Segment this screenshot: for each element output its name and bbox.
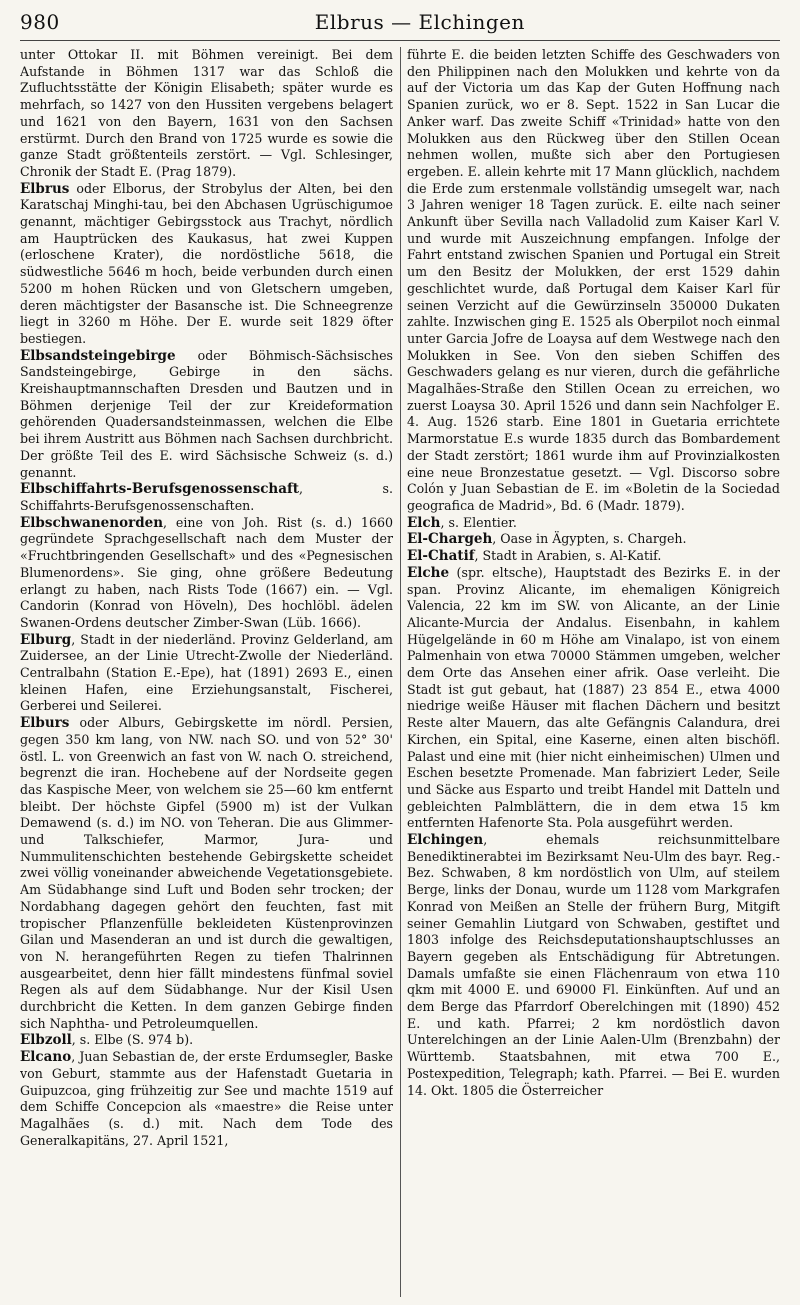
headword: Elcano [20, 1049, 72, 1066]
article-entry [20, 348, 393, 482]
article-entry [407, 832, 780, 1099]
page-header [20, 10, 780, 41]
page-number: 980 [20, 10, 60, 34]
article-entry [20, 632, 393, 716]
entry-text: , ehemals reichsunmittelbare Benediktinerabtei im Bezirksamt Neu-Ulm des bayr. Reg.-Bez. Schwaben, 8 km nordöstlich von Ulm, auf steilem Berge, links der Donau, wurde um 1128 vom Markgrafen Konrad von Meißen an Stelle der frühern Burg, Mitgift seiner Gemahlin Liutgard von Schwaben, gestiftet und 1803 infolge des Reichsdeputationshauptschlusses an Bayern gegeben als Entschädigung für Abtretungen. Damals umfaßte sie einen Flächenraum von etwa 110 qkm mit 4000 E. und 69000 Fl. Einkünften. Auf und an dem Berge das Pfarrdorf Oberelchingen mit (1890) 452 E. und kath. Pfarrei; 2 km nordöstlich davon Unterelchingen an der Linie Aalen-Ulm (Brenzbahn) der Württemb. Staatsbahnen, mit etwa 700 E., Postexpedition, Telegraph; kath. Pfarrei. — Bei E. wurden 14. Okt. 1805 die Österreicher [407, 832, 780, 1098]
left-column [20, 47, 393, 1297]
entry-text: , Stadt in der niederländ. Provinz Gelderland, am Zuidersee, an der Linie Utrecht-Zwolle der Niederländ. Centralbahn (Station E.-Epe), hat (1891) 2693 E., einen kleinen Hafen, eine Erziehungsanstalt, Fischerei, Gerberei und Seilerei. [20, 631, 393, 714]
headword: El-Chargeh [407, 531, 493, 548]
entry-text: oder Böhmisch-Sächsisches Sandsteingebirge, Gebirge in den sächs. Kreishauptmannschaften Dresden und Bautzen und in Böhmen derjenige Teil der zur Kreideformation gehörenden Quadersandsteinmassen, welchen die Elbe bei ihrem Austritt aus Böhmen nach Sachsen durchbricht. Der größte Teil des E. wird Sächsische Schweiz (s. d.) genannt. [20, 347, 393, 480]
entry-text: unter Ottokar II. mit Böhmen vereinigt. Bei dem Aufstande in Böhmen 1317 war das Schloß die Zufluchtsstätte der Königin Elisabeth; später wurde es mehrfach, so 1427 von den Hussiten vergebens belagert und 1621 von den Bayern, 1631 von den Sachsen erstürmt. Durch den Brand von 1725 wurde es sowie die ganze Stadt größtenteils zerstört. — Vgl. Schlesinger, Chronik der Stadt E. (Prag 1879). [20, 47, 393, 179]
headword: Elbschiffahrts-Berufsgenossenschaft [20, 481, 300, 498]
headword: El-Chatif [407, 548, 475, 565]
entry-text: , Juan Sebastian de, der erste Erdumsegler, Baske von Geburt, stammte aus der Hafenstadt Guetaria in Guipuzcoa, ging frühzeitig zur See und machte 1519 auf dem Schiffe Concepcion als «maestre» die Reise unter Magalhães (s. d.) mit. Nach dem Tode des Generalkapitäns, 27. April 1521, [20, 1049, 393, 1148]
article-entry [407, 565, 780, 832]
running-title: Elbrus — Elchingen [314, 10, 525, 34]
article-entry [20, 715, 393, 1032]
article-entry [407, 548, 780, 565]
headword: Elchingen [407, 832, 484, 849]
headword: Elbrus [20, 180, 70, 197]
article-entry [20, 1049, 393, 1149]
entry-text: , Oase in Ägypten, s. Chargeh. [492, 531, 687, 547]
article-entry [407, 47, 780, 515]
headword: Elche [407, 564, 450, 581]
headword: Elburg [20, 631, 72, 648]
entry-text: , eine von Joh. Rist (s. d.) 1660 gegründete Sprachgesellschaft nach dem Muster der «Fruchtbringenden Gesellschaft» und des «Pegnesischen Blumenordens». Sie ging, ohne größere Bedeutung erlangt zu haben, nach Rists Tode (1667) ein. — Vgl. Candorin (Konrad von Höveln), Des hochlöbl. ädelen Swanen-Ordens deutscher Zimber-Swan (Lüb. 1666). [20, 514, 393, 630]
entry-text: , s. Elbe (S. 974 b). [71, 1032, 194, 1048]
text-columns [20, 47, 780, 1297]
entry-text: , s. Elentier. [440, 514, 517, 530]
entry-text: , s. Schiffahrts-Berufsgenossenschaften. [20, 481, 393, 513]
article-entry [20, 1032, 393, 1049]
column-divider [400, 47, 401, 1297]
headword: Elch [407, 514, 441, 531]
article-entry [20, 515, 393, 632]
right-column [407, 47, 780, 1297]
article-entry [407, 515, 780, 532]
headword: Elburs [20, 715, 70, 732]
headword: Elbsandsteingebirge [20, 347, 176, 364]
headword: Elbzoll [20, 1032, 72, 1049]
entry-text: (spr. eltsche), Hauptstadt des Bezirks E. in der span. Provinz Alicante, im ehemaligen Königreich Valencia, 22 km im SW. von Alicante, an der Linie Alicante-Murcia der Andalus. Eisenbahn, in kahlem Hügelgelände in 60 m Höhe am Vinalapo, ist von einem Palmenhain von etwa 70000 Stämmen umgeben, welcher dem Orte das Ansehen einer afrik. Oase verleiht. Die Stadt ist gut gebaut, hat (1887) 23 854 E., etwa 4000 niedrige weiße Häuser mit flachen Dächern und besitzt Reste alter Mauern, das alte Gefängnis Calandura, drei Kirchen, ein Spital, eine Kaserne, einen alten bischöfl. Palast und eine mit (hier nicht einheimischen) Ulmen und Eschen besetzte Promenade. Man fabriziert Leder, Seile und Säcke aus Esparto und treibt Handel mit Datteln und gebleichten Palmblättern, die in dem etwa 15 km entfernten Hafenorte Sta. Pola ausgeführt werden. [407, 564, 780, 831]
entry-text: oder Alburs, Gebirgskette im nördl. Persien, gegen 350 km lang, von NW. nach SO. und von 52° 30' östl. L. von Greenwich an fast von W. nach O. streichend, begrenzt die iran. Hochebene auf der Nordseite gegen das Kaspische Meer, von welchem sie 25—60 km entfernt bleibt. Der höchste Gipfel (5900 m) ist der Vulkan Demawend (s. d.) im NO. von Teheran. Die aus Glimmer- und Talkschiefer, Marmor, Jura- und Nummulitenschichten bestehende Gebirgskette scheidet zwei völlig voneinander abweichende Vegetationsgebiete. Am Südabhange sind Luft und Boden sehr trocken; der Nordabhang dagegen gehört den feuchten, fast mit tropischer Pflanzenfülle bekleideten Küstenprovinzen Gilan und Masenderan an und ist durch die gewaltigen, von N. herangeführten Regen zu tiefen Thalrinnen ausgearbeitet, denn hier fällt mindestens fünfmal soviel Regen als auf dem Südabhange. Nur der Kisil Usen durchbricht die Ketten. In dem ganzen Gebirge finden sich Naphtha- und Petroleumquellen. [20, 715, 393, 1031]
entry-text: oder Elborus, der Strobylus der Alten, bei den Karatschaj Minghi-tau, bei den Abchasen Ugrüschigumoe genannt, mächtiger Gebirgsstock aus Trachyt, nördlich am Hauptrücken des Kaukasus, hat zwei Kuppen (erloschene Krater), die nordöstliche 5618, die südwestliche 5646 m hoch, beide verbunden durch einen 5200 m hohen Rücken und von Gletschern umgeben, deren mächtigster der Basansche ist. Die Schneegrenze liegt in 3260 m Höhe. Der E. wurde seit 1829 öfter bestiegen. [20, 180, 393, 346]
article-entry [20, 47, 393, 181]
article-entry [407, 531, 780, 548]
entry-text: führte E. die beiden letzten Schiffe des Geschwaders von den Philippinen nach den Molukken und kehrte von da auf der Victoria um das Kap der Guten Hoffnung nach Spanien zurück, wo er 8. Sept. 1522 in San Lucar die Anker warf. Das zweite Schiff «Trinidad» hatte von den Molukken aus den Rückweg über den Stillen Ocean nehmen wollen, mußte sich aber den Portugiesen ergeben. E. allein kehrte mit 17 Mann glücklich, nachdem die Erde zum erstenmale vollständig umsegelt war, nach 3 Jahren weniger 18 Tagen zurück. E. eilte nach seiner Ankunft über Sevilla nach Valladolid zum Kaiser Karl V. und wurde mit Auszeichnung empfangen. Infolge der Fahrt entstand zwischen Spanien und Portugal ein Streit um den Besitz der Molukken, der erst 1529 dahin geschlichtet wurde, daß Portugal dem Kaiser Karl für seinen Verzicht auf die Gewürzinseln 350000 Dukaten zahlte. Inzwischen ging E. 1525 als Oberpilot noch einmal unter Garcia Jofre de Loaysa auf dem Westwege nach den Molukken in See. Von den sieben Schiffen des Geschwaders gelang es nur vieren, durch die gefährliche Magalhães-Straße den Stillen Ocean zu erreichen, wo zuerst Loaysa 30. April 1526 und dann sein Nachfolger E. 4. Aug. 1526 starb. Eine 1801 in Guetaria errichtete Marmorstatue E.s wurde 1835 durch das Bombardement der Stadt zerstört; 1861 wurde ihm auf Provinzialkosten eine neue Bronzestatue gesetzt. — Vgl. Discorso sobre Colón y Juan Sebastian de E. im «Boletin de la Sociedad geografica de Madrid», Bd. 6 (Madr. 1879). [407, 47, 780, 513]
headword: Elbschwanenorden [20, 514, 164, 531]
article-entry [20, 181, 393, 348]
entry-text: , Stadt in Arabien, s. Al-Katif. [474, 548, 662, 564]
article-entry [20, 481, 393, 514]
